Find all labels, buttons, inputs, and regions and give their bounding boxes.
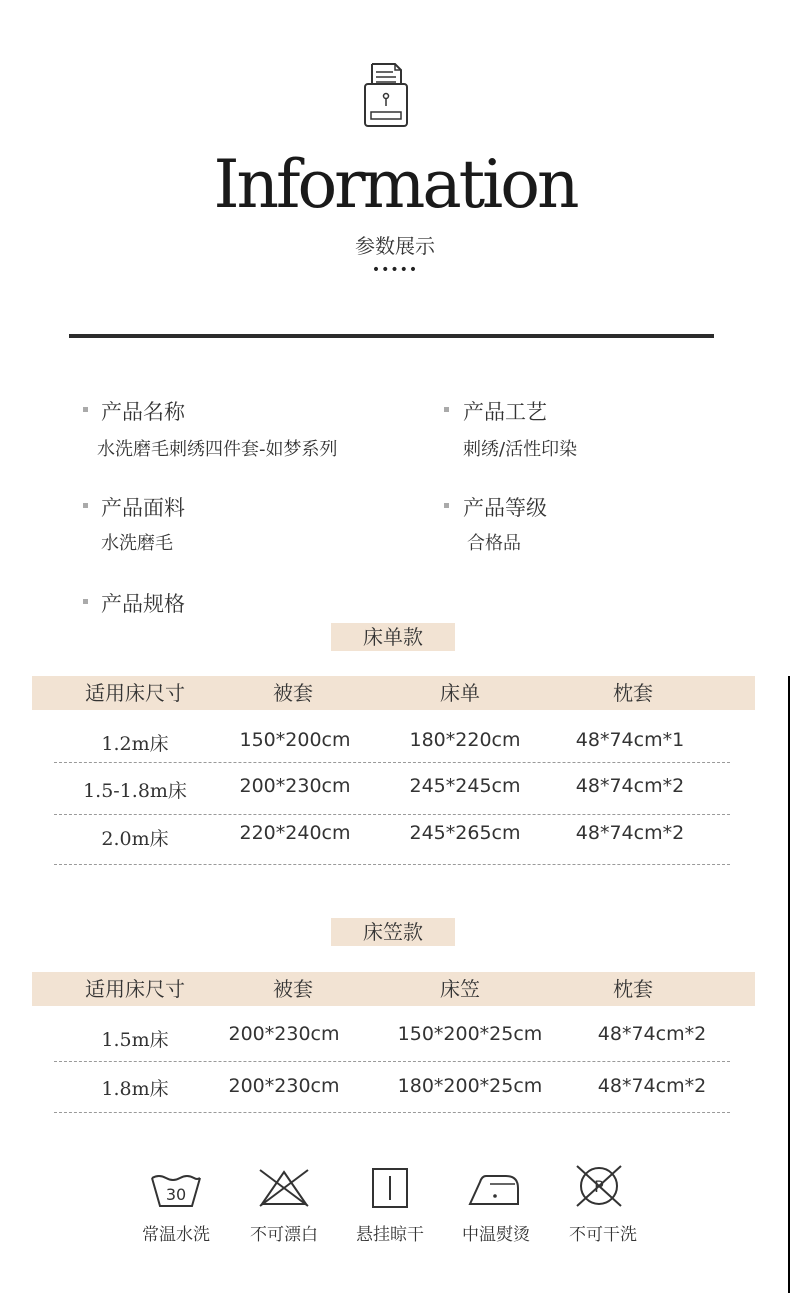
table-cell-size: 1.5-1.8m床 <box>83 780 187 802</box>
hang-dry-icon <box>362 1166 418 1210</box>
no-bleach-icon <box>256 1166 312 1210</box>
table-cell: 200*230cm <box>228 1075 340 1097</box>
sheet-style-tag: 床单款 <box>331 623 455 651</box>
table-cell: 150*200*25cm <box>397 1023 543 1045</box>
product-fabric-label: 产品面料 <box>101 496 185 520</box>
table-cell-size: 1.5m床 <box>101 1029 169 1051</box>
table-cell: 150*200cm <box>239 729 351 751</box>
table-cell: 180*200*25cm <box>397 1075 543 1097</box>
table-cell: 200*230cm <box>228 1023 340 1045</box>
table-cell-size: 1.8m床 <box>101 1078 169 1100</box>
table-cell: 245*265cm <box>409 822 521 844</box>
row-divider <box>54 864 730 865</box>
table-cell: 200*230cm <box>239 775 351 797</box>
dry-clean-mark: P <box>594 1177 604 1196</box>
fitted-style-tag: 床笠款 <box>331 918 455 946</box>
table-cell: 48*74cm*2 <box>597 1075 707 1097</box>
care-label-iron: 中温熨烫 <box>462 1225 530 1245</box>
product-name-label: 产品名称 <box>101 400 185 424</box>
page-title: Information <box>213 146 577 223</box>
wash-temp-mark: 30 <box>165 1185 187 1204</box>
divider <box>69 334 714 338</box>
column-header: 枕套 <box>613 681 653 705</box>
table-cell: 220*240cm <box>239 822 351 844</box>
column-header: 被套 <box>273 977 313 1001</box>
product-grade-value: 合格品 <box>467 533 521 554</box>
care-label-dry: 悬挂晾干 <box>356 1225 424 1245</box>
decorative-dots: ••••• <box>371 262 419 278</box>
bullet-icon <box>83 503 88 508</box>
table-cell: 48*74cm*2 <box>575 822 685 844</box>
product-fabric-value: 水洗磨毛 <box>101 533 173 554</box>
column-header: 被套 <box>273 681 313 705</box>
product-craft-label: 产品工艺 <box>463 400 547 424</box>
table-cell: 48*74cm*2 <box>597 1023 707 1045</box>
care-label-wash: 常温水洗 <box>142 1225 210 1245</box>
product-grade-label: 产品等级 <box>463 496 547 520</box>
row-divider <box>54 814 730 815</box>
row-divider <box>54 1061 730 1062</box>
product-craft-value: 刺绣/活性印染 <box>463 439 578 460</box>
table-cell-size: 1.2m床 <box>101 733 169 755</box>
care-label-dryclean: 不可干洗 <box>569 1225 637 1245</box>
iron-medium-icon <box>466 1168 522 1212</box>
product-name-value: 水洗磨毛刺绣四件套-如梦系列 <box>97 439 338 460</box>
table-cell: 48*74cm*1 <box>575 729 685 751</box>
bullet-icon <box>444 503 449 508</box>
product-spec-label: 产品规格 <box>101 592 185 616</box>
bullet-icon <box>83 407 88 412</box>
bullet-icon <box>444 407 449 412</box>
info-document-icon <box>363 60 409 128</box>
table-cell: 245*245cm <box>409 775 521 797</box>
wash-30-icon <box>148 1170 204 1214</box>
table-cell-size: 2.0m床 <box>101 828 169 850</box>
no-dry-clean-icon <box>571 1164 627 1208</box>
column-header: 床单 <box>440 681 480 705</box>
row-divider <box>54 1112 730 1113</box>
bullet-icon <box>83 599 88 604</box>
table-cell: 180*220cm <box>409 729 521 751</box>
column-header: 床笠 <box>440 977 480 1001</box>
care-label-bleach: 不可漂白 <box>250 1225 318 1245</box>
table-cell: 48*74cm*2 <box>575 775 685 797</box>
column-header: 适用床尺寸 <box>85 977 185 1001</box>
page-subtitle: 参数展示 <box>355 234 435 258</box>
column-header: 枕套 <box>613 977 653 1001</box>
row-divider <box>54 762 730 763</box>
column-header: 适用床尺寸 <box>85 681 185 705</box>
